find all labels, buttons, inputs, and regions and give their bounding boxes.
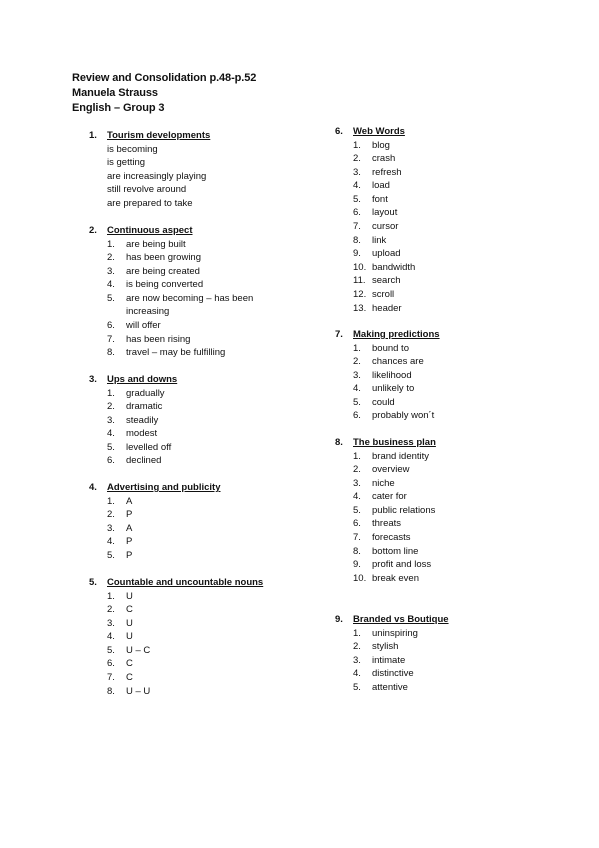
list-item: 3. are being created: [107, 265, 200, 277]
section-countable-uncountable-nouns: [89, 576, 307, 698]
list-item: 2. P: [107, 509, 133, 521]
list-item: 1. gradually: [107, 387, 165, 399]
list-item: 9. upload: [353, 248, 401, 260]
list-item: 1. are being built: [107, 238, 186, 250]
document-header: [72, 71, 256, 116]
answer-line: is getting: [107, 157, 146, 169]
list-item: 3. refresh: [353, 166, 402, 178]
section-title: Branded vs Boutique: [353, 614, 449, 625]
section-number: 8.: [335, 437, 343, 448]
list-item: 10. bandwidth: [353, 261, 416, 273]
list-item: 8. travel – may be fulfilling: [107, 347, 226, 359]
section-heading: [89, 576, 307, 590]
section-title: Tourism developments: [107, 130, 211, 141]
section-title: Ups and downs: [107, 374, 178, 385]
list-item: 6. threats: [353, 518, 402, 530]
section-number: 2.: [89, 225, 97, 236]
list-item: 1. brand identity: [353, 450, 430, 462]
list-item: 4. distinctive: [353, 668, 414, 680]
list-item: 2. has been growing: [107, 252, 201, 264]
section-heading: [89, 481, 307, 495]
list-item: 7. has been rising: [107, 333, 191, 345]
list-item: 12. scroll: [353, 289, 395, 301]
list-item: 3. U: [107, 617, 133, 629]
section-continuous-aspect: [89, 224, 282, 360]
list-item: 4. unlikely to: [353, 383, 415, 395]
section-number: 4.: [89, 482, 97, 493]
section-title: The business plan: [353, 437, 436, 448]
section-number: 1.: [89, 130, 97, 141]
list-item: 5. public relations: [353, 504, 436, 516]
list-item: 4. cater for: [353, 491, 407, 503]
list-item: 2. stylish: [353, 641, 399, 653]
document-title: Review and Consolidation p.48-p.52: [72, 72, 257, 84]
list-item: 8. U – U: [107, 685, 151, 697]
list-item: 1. U: [107, 590, 133, 602]
list-item: 4. P: [107, 536, 133, 548]
answer-list: [353, 627, 553, 695]
answer-line: is becoming: [107, 143, 158, 155]
answer-lines: [107, 143, 307, 211]
section-number: 7.: [335, 329, 343, 340]
section-title: Web Words: [353, 126, 405, 137]
course-group: English – Group 3: [72, 102, 165, 114]
section-ups-and-downs: [89, 373, 307, 468]
list-item: 8. bottom line: [353, 545, 419, 557]
list-item: 6. declined: [107, 455, 162, 467]
list-item: 2. crash: [353, 153, 396, 165]
answer-list: [107, 590, 307, 699]
section-number: 5.: [89, 577, 97, 588]
section-heading: [89, 224, 282, 238]
list-item: 1. blog: [353, 139, 390, 151]
section-web-words: [335, 125, 553, 315]
list-item: 6. layout: [353, 207, 398, 219]
list-item: 13. header: [353, 302, 402, 314]
list-item: 3. likelihood: [353, 369, 412, 381]
list-item: 5. are now becoming – has been increasing: [107, 292, 254, 318]
list-item: 8. link: [353, 234, 387, 246]
section-branded-vs-boutique: [335, 613, 553, 694]
list-item: 3. A: [107, 522, 133, 534]
list-item: 7. C: [107, 672, 133, 684]
answer-line: still revolve around: [107, 184, 187, 196]
list-item: 9. profit and loss: [353, 559, 432, 571]
answer-list: [107, 387, 307, 469]
list-item: 10. break even: [353, 572, 420, 584]
list-item: 1. uninspiring: [353, 627, 418, 639]
section-heading: [335, 613, 553, 627]
section-number: 3.: [89, 374, 97, 385]
section-title: Making predictions: [353, 329, 440, 340]
list-item: 6. probably won´t: [353, 410, 435, 422]
list-item: 5. P: [107, 549, 133, 561]
list-item: 4. load: [353, 180, 390, 192]
answer-line: are prepared to take: [107, 197, 193, 209]
section-heading: [335, 328, 553, 342]
list-item: 7. cursor: [353, 221, 399, 233]
list-item: 3. niche: [353, 477, 395, 489]
list-item: 3. intimate: [353, 654, 406, 666]
section-number: 6.: [335, 126, 343, 137]
list-item: 5. attentive: [353, 681, 408, 693]
list-item: 1. bound to: [353, 342, 409, 354]
section-heading: [335, 436, 553, 450]
answer-list: [353, 139, 553, 316]
list-item: 1. A: [107, 495, 133, 507]
section-number: 9.: [335, 614, 343, 625]
section-heading: [89, 373, 307, 387]
section-title: Continuous aspect: [107, 225, 193, 236]
answer-list: [353, 342, 553, 424]
section-title: Countable and uncountable nouns: [107, 577, 264, 588]
section-heading: [335, 125, 553, 139]
list-item: 6. C: [107, 658, 133, 670]
list-item: 5. U – C: [107, 644, 151, 656]
list-item: 11. search: [353, 275, 401, 287]
list-item: 2. chances are: [353, 356, 424, 368]
list-item: 4. is being converted: [107, 279, 204, 291]
section-business-plan: [335, 436, 553, 585]
answer-list: [107, 238, 282, 360]
list-item: 6. will offer: [107, 320, 161, 332]
list-item: 5. could: [353, 396, 395, 408]
section-heading: [89, 129, 307, 143]
list-item: 2. C: [107, 604, 133, 616]
list-item: 7. forecasts: [353, 532, 411, 544]
list-item: 5. levelled off: [107, 441, 172, 453]
author-name: Manuela Strauss: [72, 87, 158, 99]
list-item: 4. U: [107, 631, 133, 643]
section-title: Advertising and publicity: [107, 482, 221, 493]
answer-line: are increasingly playing: [107, 170, 207, 182]
list-item: 5. font: [353, 193, 388, 205]
list-item: 3. steadily: [107, 414, 159, 426]
answer-list: [353, 450, 553, 586]
list-item: 4. modest: [107, 428, 158, 440]
answer-list: [107, 495, 307, 563]
section-tourism-developments: [89, 129, 307, 210]
list-item: 2. dramatic: [107, 401, 163, 413]
section-making-predictions: [335, 328, 553, 423]
section-advertising-and-publicity: [89, 481, 307, 562]
list-item: 2. overview: [353, 464, 410, 476]
